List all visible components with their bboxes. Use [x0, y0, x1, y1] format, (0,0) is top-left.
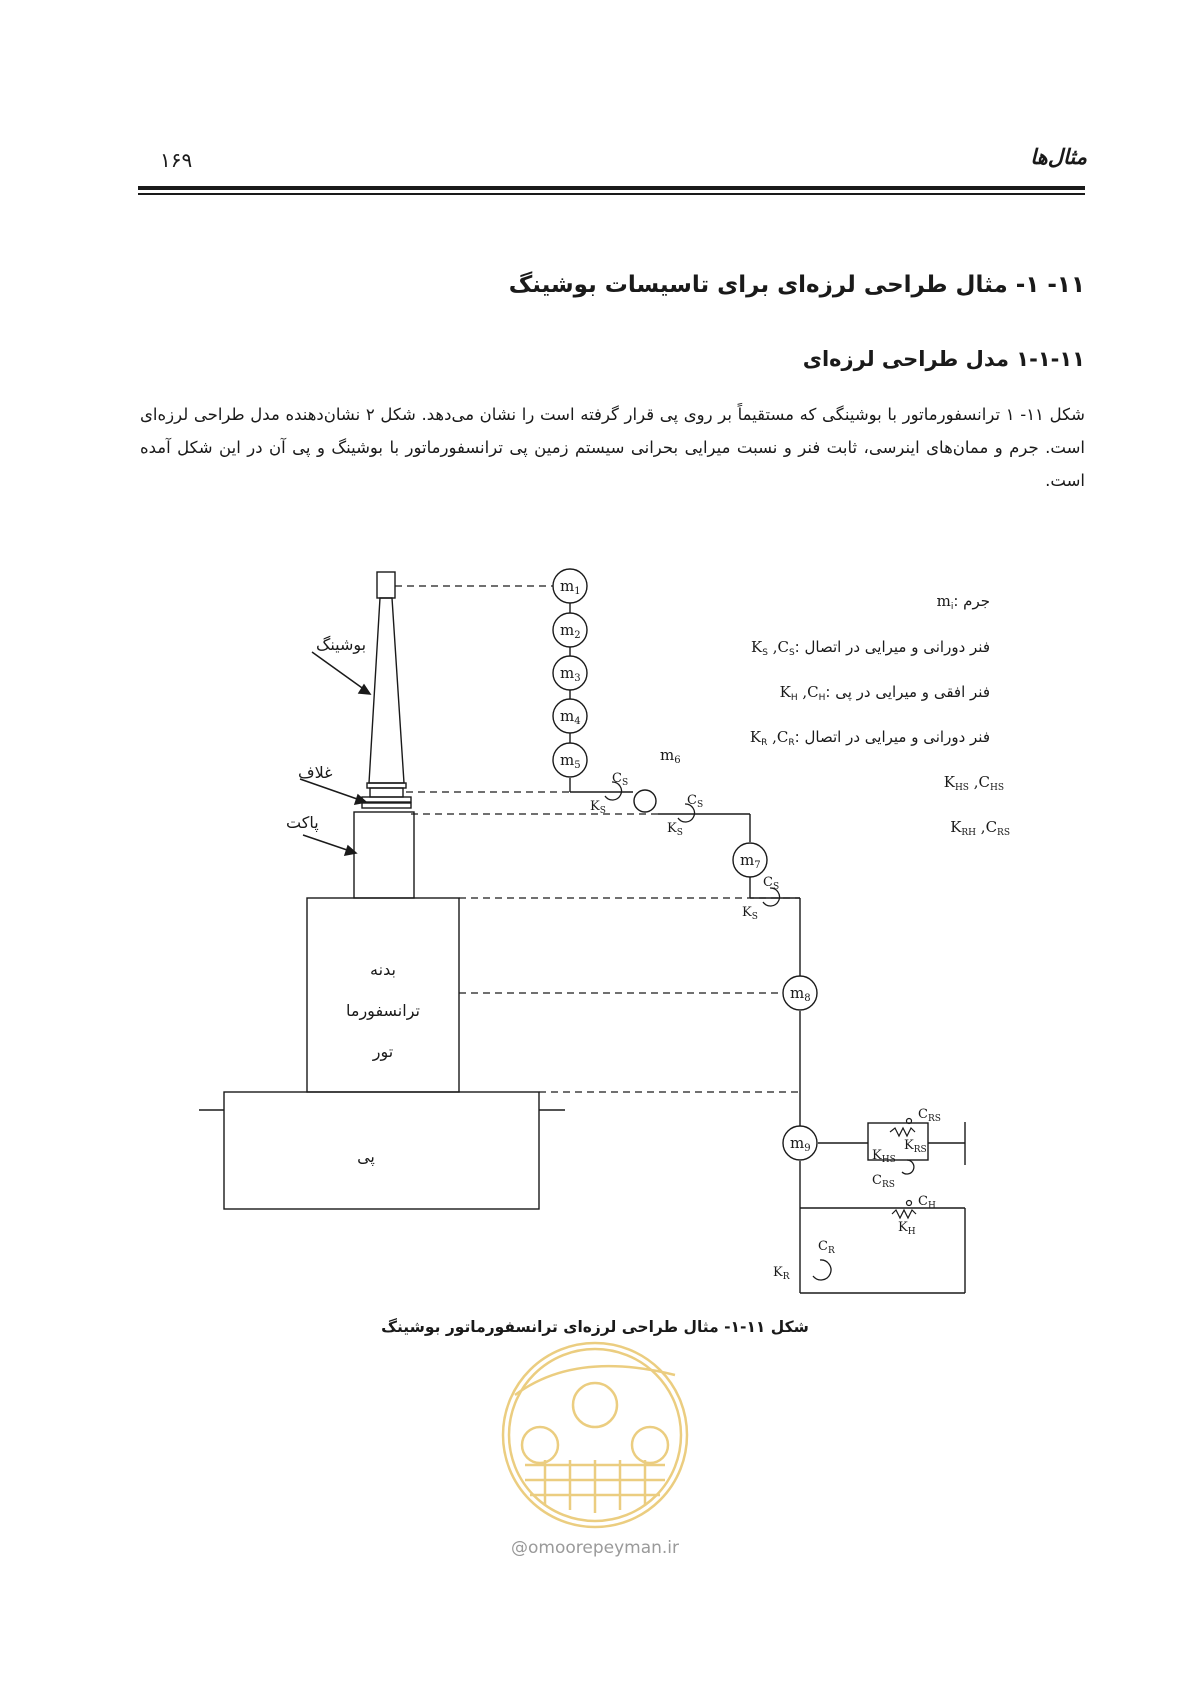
svg-text:CS: $C_S$ [612, 771, 629, 788]
mass-m4: $m_4$ [560, 707, 581, 727]
label-bushing: بوشینگ [316, 635, 367, 654]
svg-text:KRS: $K_{RS}$ [904, 1138, 927, 1155]
label-sleeve: غلاف [298, 763, 333, 782]
page-number: ۱۶۹ [160, 148, 193, 172]
label-body-1: بدنه [370, 960, 396, 979]
mass-m3: $m_3$ [560, 664, 581, 684]
svg-text:CR: $C_R$ [818, 1239, 835, 1256]
legend-row-6: $K_{RH}$ $,C_{RS}$ [950, 818, 1010, 838]
svg-text:CH: $C_H$ [918, 1194, 936, 1211]
svg-text:CRS: $C_{RS}$ [918, 1107, 941, 1124]
svg-text:CS: $C_S$ [687, 793, 704, 810]
legend-row-3: $K_H$ $,C_H$: فنر افقی و میرایی در پی [779, 683, 990, 703]
caption-end: بوشینگ [381, 1318, 441, 1336]
chapter-title: مثال‌ها [1030, 145, 1087, 169]
svg-text:KS: $K_S$ [667, 821, 683, 838]
mass-m9: $m_9$ [790, 1134, 811, 1154]
watermark-seal [485, 1335, 705, 1535]
legend-row-2: $K_S$ $,C_S$: فنر دورانی و میرایی در اتصال [751, 638, 990, 658]
mass-m6: $m_6$ [660, 746, 681, 766]
svg-text:CRS: $C_{RS}$ [872, 1173, 895, 1190]
legend-row-5: $K_{HS}$ $,C_{HS}$ [943, 773, 1004, 793]
mass-m7: $m_7$ [740, 851, 761, 871]
label-pact: پاکت [286, 813, 319, 832]
subsection-heading: ۱-۱-۱۱ مدل طراحی لرزه‌ای [802, 347, 1085, 371]
mass-m5: $m_5$ [560, 751, 581, 771]
svg-text:KS: $K_S$ [590, 799, 606, 816]
svg-text:KR: $K_R$ [773, 1265, 790, 1282]
watermark-site: @omoorepeyman.ir [510, 1538, 680, 1558]
legend-row-1: $m_i$: جرم [936, 592, 990, 612]
mass-m2: $m_2$ [560, 621, 581, 641]
label-body-2: ترانسفورما [346, 1001, 420, 1020]
mass-m1: $m_1$ [560, 577, 581, 597]
svg-text:KHS: $K_{HS}$ [872, 1148, 896, 1165]
section-heading: ۱۱- ۱- مثال طراحی لرزه‌ای برای تاسیسات بوشینگ [508, 272, 1085, 298]
figure-caption [0, 1318, 1190, 1336]
body-paragraph: شکل ۱۱- ۱ ترانسفورماتور با بوشینگی که مستقیماً بر روی پی قرار گرفته است را نشان می‌دهد. شکل ۲ نشان‌دهنده مدل طراحی لرزه‌ای است. جرم و ممان‌های اینرسی، ثابت فنر و نسبت میرایی بحرانی سیستم زمین پی ترانسفورماتور با بوشینگ و پی آن در این شکل آمده است. [140, 405, 1086, 490]
label-body-3: تور [372, 1042, 394, 1061]
legend-row-4: $K_R$ $,C_R$: فنر دورانی و میرایی در اتصال [749, 728, 990, 748]
svg-text:KH: $K_H$ [898, 1220, 916, 1237]
mass-m8: $m_8$ [790, 984, 811, 1004]
label-foundation: پی [357, 1147, 375, 1166]
svg-text:CS: $C_S$ [763, 875, 780, 892]
caption-main: شکل ۱۱-۱- مثال طراحی لرزه‌ای ترانسفورماتور [445, 1318, 809, 1336]
svg-text:KS: $K_S$ [742, 905, 758, 922]
